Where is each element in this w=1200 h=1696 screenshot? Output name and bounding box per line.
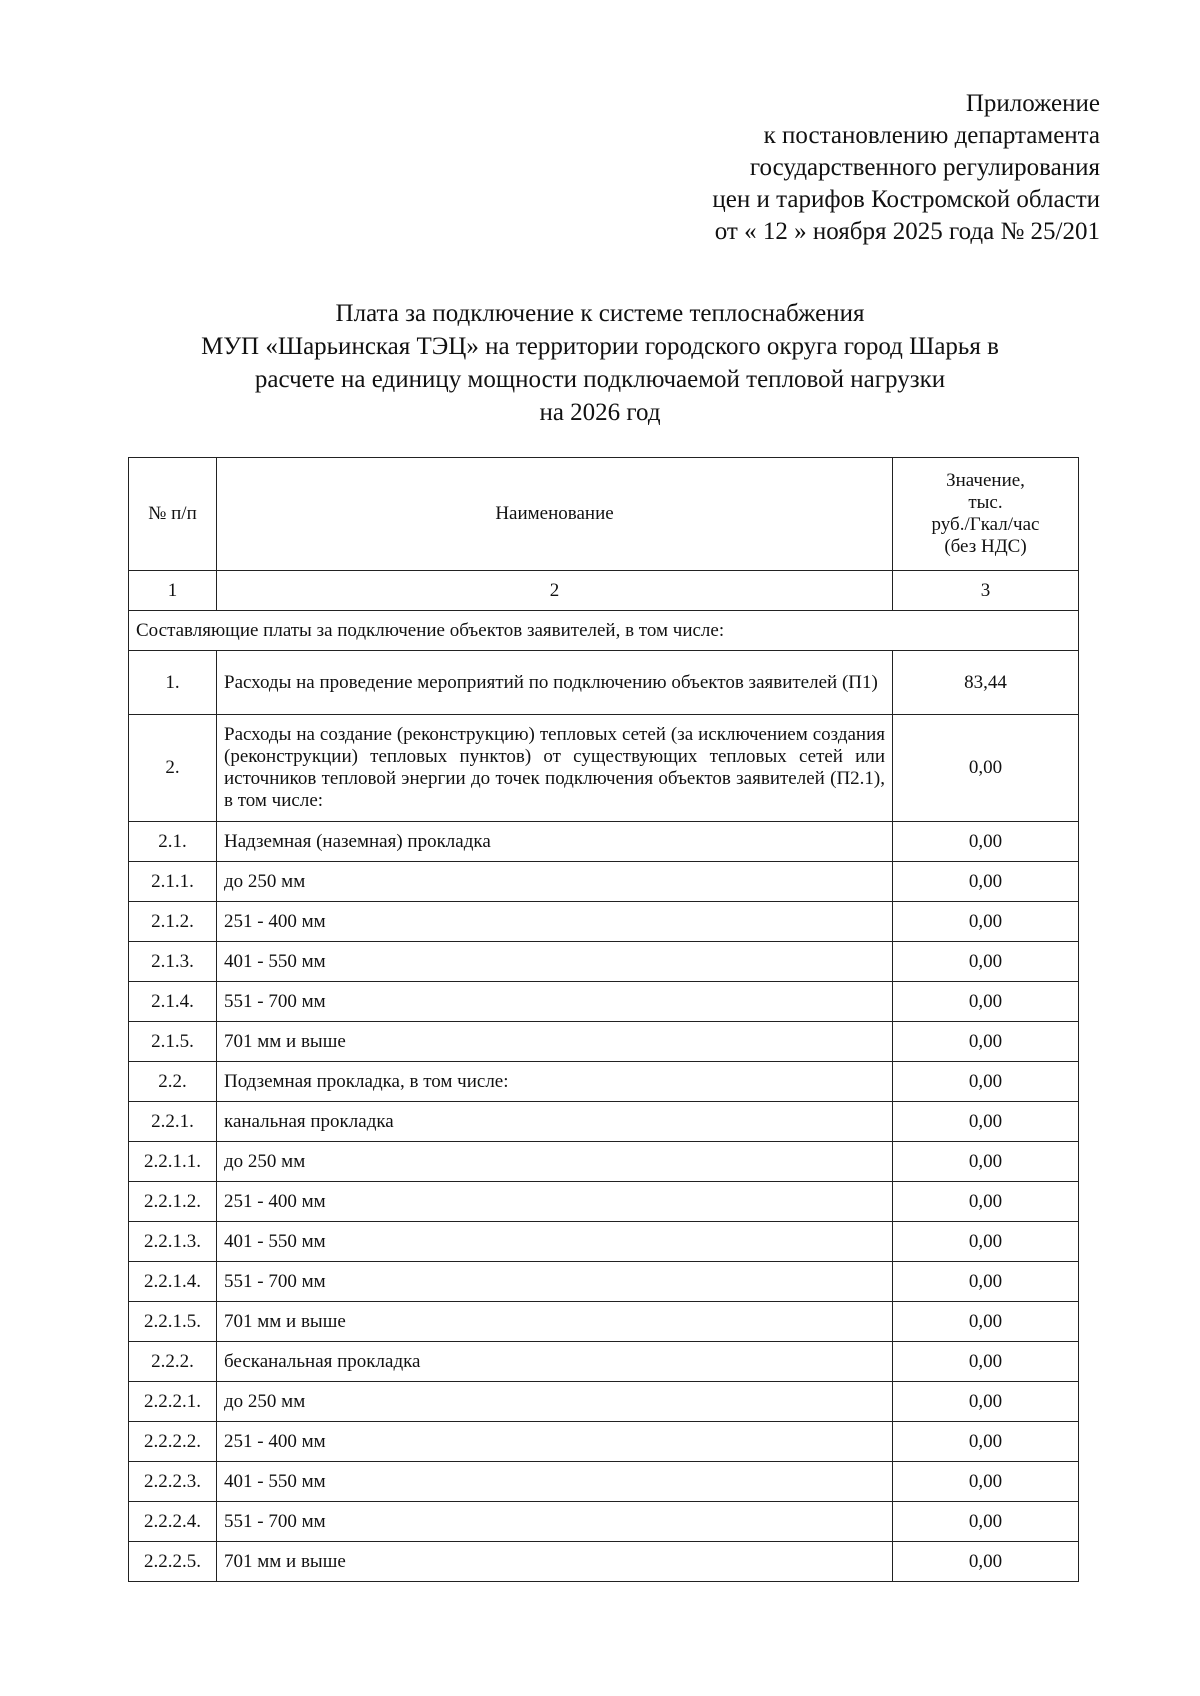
row-name: 551 - 700 мм bbox=[217, 1502, 893, 1542]
document-title bbox=[120, 297, 1080, 429]
row-name: 401 - 550 мм bbox=[217, 1462, 893, 1502]
table-row bbox=[129, 1542, 1079, 1582]
row-value: 0,00 bbox=[893, 1542, 1079, 1582]
row-name: 401 - 550 мм bbox=[217, 942, 893, 982]
row-number: 2.2.2.3. bbox=[129, 1462, 217, 1502]
appendix-line: государственного регулирования bbox=[749, 154, 1100, 181]
title-line: на 2026 год bbox=[539, 399, 661, 426]
row-value: 0,00 bbox=[893, 715, 1079, 822]
row-value: 0,00 bbox=[893, 1142, 1079, 1182]
row-number: 2.1.4. bbox=[129, 982, 217, 1022]
row-number: 2.2.1.2. bbox=[129, 1182, 217, 1222]
row-value: 0,00 bbox=[893, 1462, 1079, 1502]
row-number: 2.2.1.5. bbox=[129, 1302, 217, 1342]
table-header-row bbox=[129, 458, 1079, 571]
row-name: бесканальная прокладка bbox=[217, 1342, 893, 1382]
row-number: 1. bbox=[129, 651, 217, 715]
table-row bbox=[129, 862, 1079, 902]
row-name: Подземная прокладка, в том числе: bbox=[217, 1062, 893, 1102]
row-value: 0,00 bbox=[893, 982, 1079, 1022]
row-name: 551 - 700 мм bbox=[217, 982, 893, 1022]
row-value: 0,00 bbox=[893, 1022, 1079, 1062]
row-name: 701 мм и выше bbox=[217, 1542, 893, 1582]
row-number: 2.2. bbox=[129, 1062, 217, 1102]
row-value: 0,00 bbox=[893, 1262, 1079, 1302]
section-label: Составляющие платы за подключение объектов заявителей, в том числе: bbox=[129, 611, 1079, 651]
row-value: 0,00 bbox=[893, 902, 1079, 942]
row-name: до 250 мм bbox=[217, 862, 893, 902]
row-number: 2.1.5. bbox=[129, 1022, 217, 1062]
row-number: 2.1.3. bbox=[129, 942, 217, 982]
title-line: Плата за подключение к системе теплоснабжения bbox=[335, 300, 865, 327]
row-number: 2.2.2.4. bbox=[129, 1502, 217, 1542]
section-row bbox=[129, 611, 1079, 651]
title-line: МУП «Шарьинская ТЭЦ» на территории городского округа город Шарья в bbox=[201, 333, 999, 360]
row-value: 0,00 bbox=[893, 1102, 1079, 1142]
table-row bbox=[129, 1502, 1079, 1542]
fee-table bbox=[128, 457, 1079, 1582]
table-row bbox=[129, 1262, 1079, 1302]
row-value: 0,00 bbox=[893, 1182, 1079, 1222]
appendix-reference bbox=[500, 88, 1100, 248]
header-num: № п/п bbox=[129, 458, 217, 571]
table-row bbox=[129, 982, 1079, 1022]
table-row bbox=[129, 715, 1079, 822]
header-name: Наименование bbox=[217, 458, 893, 571]
row-value: 0,00 bbox=[893, 1222, 1079, 1262]
table-row bbox=[129, 1182, 1079, 1222]
table-row bbox=[129, 942, 1079, 982]
header-value bbox=[893, 458, 1079, 571]
table-row bbox=[129, 1142, 1079, 1182]
row-name: Надземная (наземная) прокладка bbox=[217, 822, 893, 862]
table-row bbox=[129, 1342, 1079, 1382]
header-value-line: Значение, bbox=[946, 470, 1025, 491]
appendix-line: Приложение bbox=[965, 90, 1100, 117]
table-row bbox=[129, 1102, 1079, 1142]
row-number: 2.1.2. bbox=[129, 902, 217, 942]
row-number: 2. bbox=[129, 715, 217, 822]
row-value: 83,44 bbox=[893, 651, 1079, 715]
row-value: 0,00 bbox=[893, 1422, 1079, 1462]
row-number: 2.2.2. bbox=[129, 1342, 217, 1382]
column-number-row bbox=[129, 571, 1079, 611]
header-value-line: (без НДС) bbox=[944, 536, 1027, 557]
row-number: 2.2.1. bbox=[129, 1102, 217, 1142]
title-line: расчете на единицу мощности подключаемой тепловой нагрузки bbox=[254, 366, 946, 393]
row-number: 2.2.2.5. bbox=[129, 1542, 217, 1582]
row-value: 0,00 bbox=[893, 1502, 1079, 1542]
row-name: канальная прокладка bbox=[217, 1102, 893, 1142]
column-number: 3 bbox=[893, 571, 1079, 611]
row-value: 0,00 bbox=[893, 1382, 1079, 1422]
row-name: Расходы на проведение мероприятий по подключению объектов заявителей (П1) bbox=[217, 651, 893, 715]
row-value: 0,00 bbox=[893, 822, 1079, 862]
row-value: 0,00 bbox=[893, 942, 1079, 982]
row-name: 251 - 400 мм bbox=[217, 1182, 893, 1222]
row-value: 0,00 bbox=[893, 1302, 1079, 1342]
row-number: 2.2.1.4. bbox=[129, 1262, 217, 1302]
header-value-line: руб./Гкал/час bbox=[931, 514, 1040, 535]
appendix-line: от « 12 » ноября 2025 года № 25/201 bbox=[714, 218, 1100, 245]
row-number: 2.2.1.1. bbox=[129, 1142, 217, 1182]
header-value-line: тыс. bbox=[968, 492, 1003, 513]
row-value: 0,00 bbox=[893, 1342, 1079, 1382]
row-number: 2.1.1. bbox=[129, 862, 217, 902]
column-number: 1 bbox=[129, 571, 217, 611]
table-row bbox=[129, 902, 1079, 942]
appendix-line: к постановлению департамента bbox=[763, 122, 1100, 149]
row-value: 0,00 bbox=[893, 1062, 1079, 1102]
row-number: 2.1. bbox=[129, 822, 217, 862]
row-value: 0,00 bbox=[893, 862, 1079, 902]
row-name: Расходы на создание (реконструкцию) тепловых сетей (за исключением создания (реконструкции) тепловых пунктов) от существующих тепловых сетей или источников тепловой энергии до точек подключения объектов заявителей (П2.1), в том числе: bbox=[217, 715, 893, 822]
table-row bbox=[129, 1382, 1079, 1422]
row-name: до 250 мм bbox=[217, 1382, 893, 1422]
table-row bbox=[129, 1302, 1079, 1342]
row-number: 2.2.2.1. bbox=[129, 1382, 217, 1422]
table-row bbox=[129, 1022, 1079, 1062]
column-number: 2 bbox=[217, 571, 893, 611]
row-name: 251 - 400 мм bbox=[217, 1422, 893, 1462]
row-number: 2.2.1.3. bbox=[129, 1222, 217, 1262]
row-name: 401 - 550 мм bbox=[217, 1222, 893, 1262]
row-name: 701 мм и выше bbox=[217, 1022, 893, 1062]
table-row bbox=[129, 651, 1079, 715]
row-name: до 250 мм bbox=[217, 1142, 893, 1182]
row-name: 701 мм и выше bbox=[217, 1302, 893, 1342]
table-row bbox=[129, 1462, 1079, 1502]
appendix-line: цен и тарифов Костромской области bbox=[712, 186, 1100, 213]
table-row bbox=[129, 1222, 1079, 1262]
table-row bbox=[129, 1062, 1079, 1102]
table-row bbox=[129, 1422, 1079, 1462]
row-name: 551 - 700 мм bbox=[217, 1262, 893, 1302]
row-number: 2.2.2.2. bbox=[129, 1422, 217, 1462]
table-row bbox=[129, 822, 1079, 862]
row-name: 251 - 400 мм bbox=[217, 902, 893, 942]
